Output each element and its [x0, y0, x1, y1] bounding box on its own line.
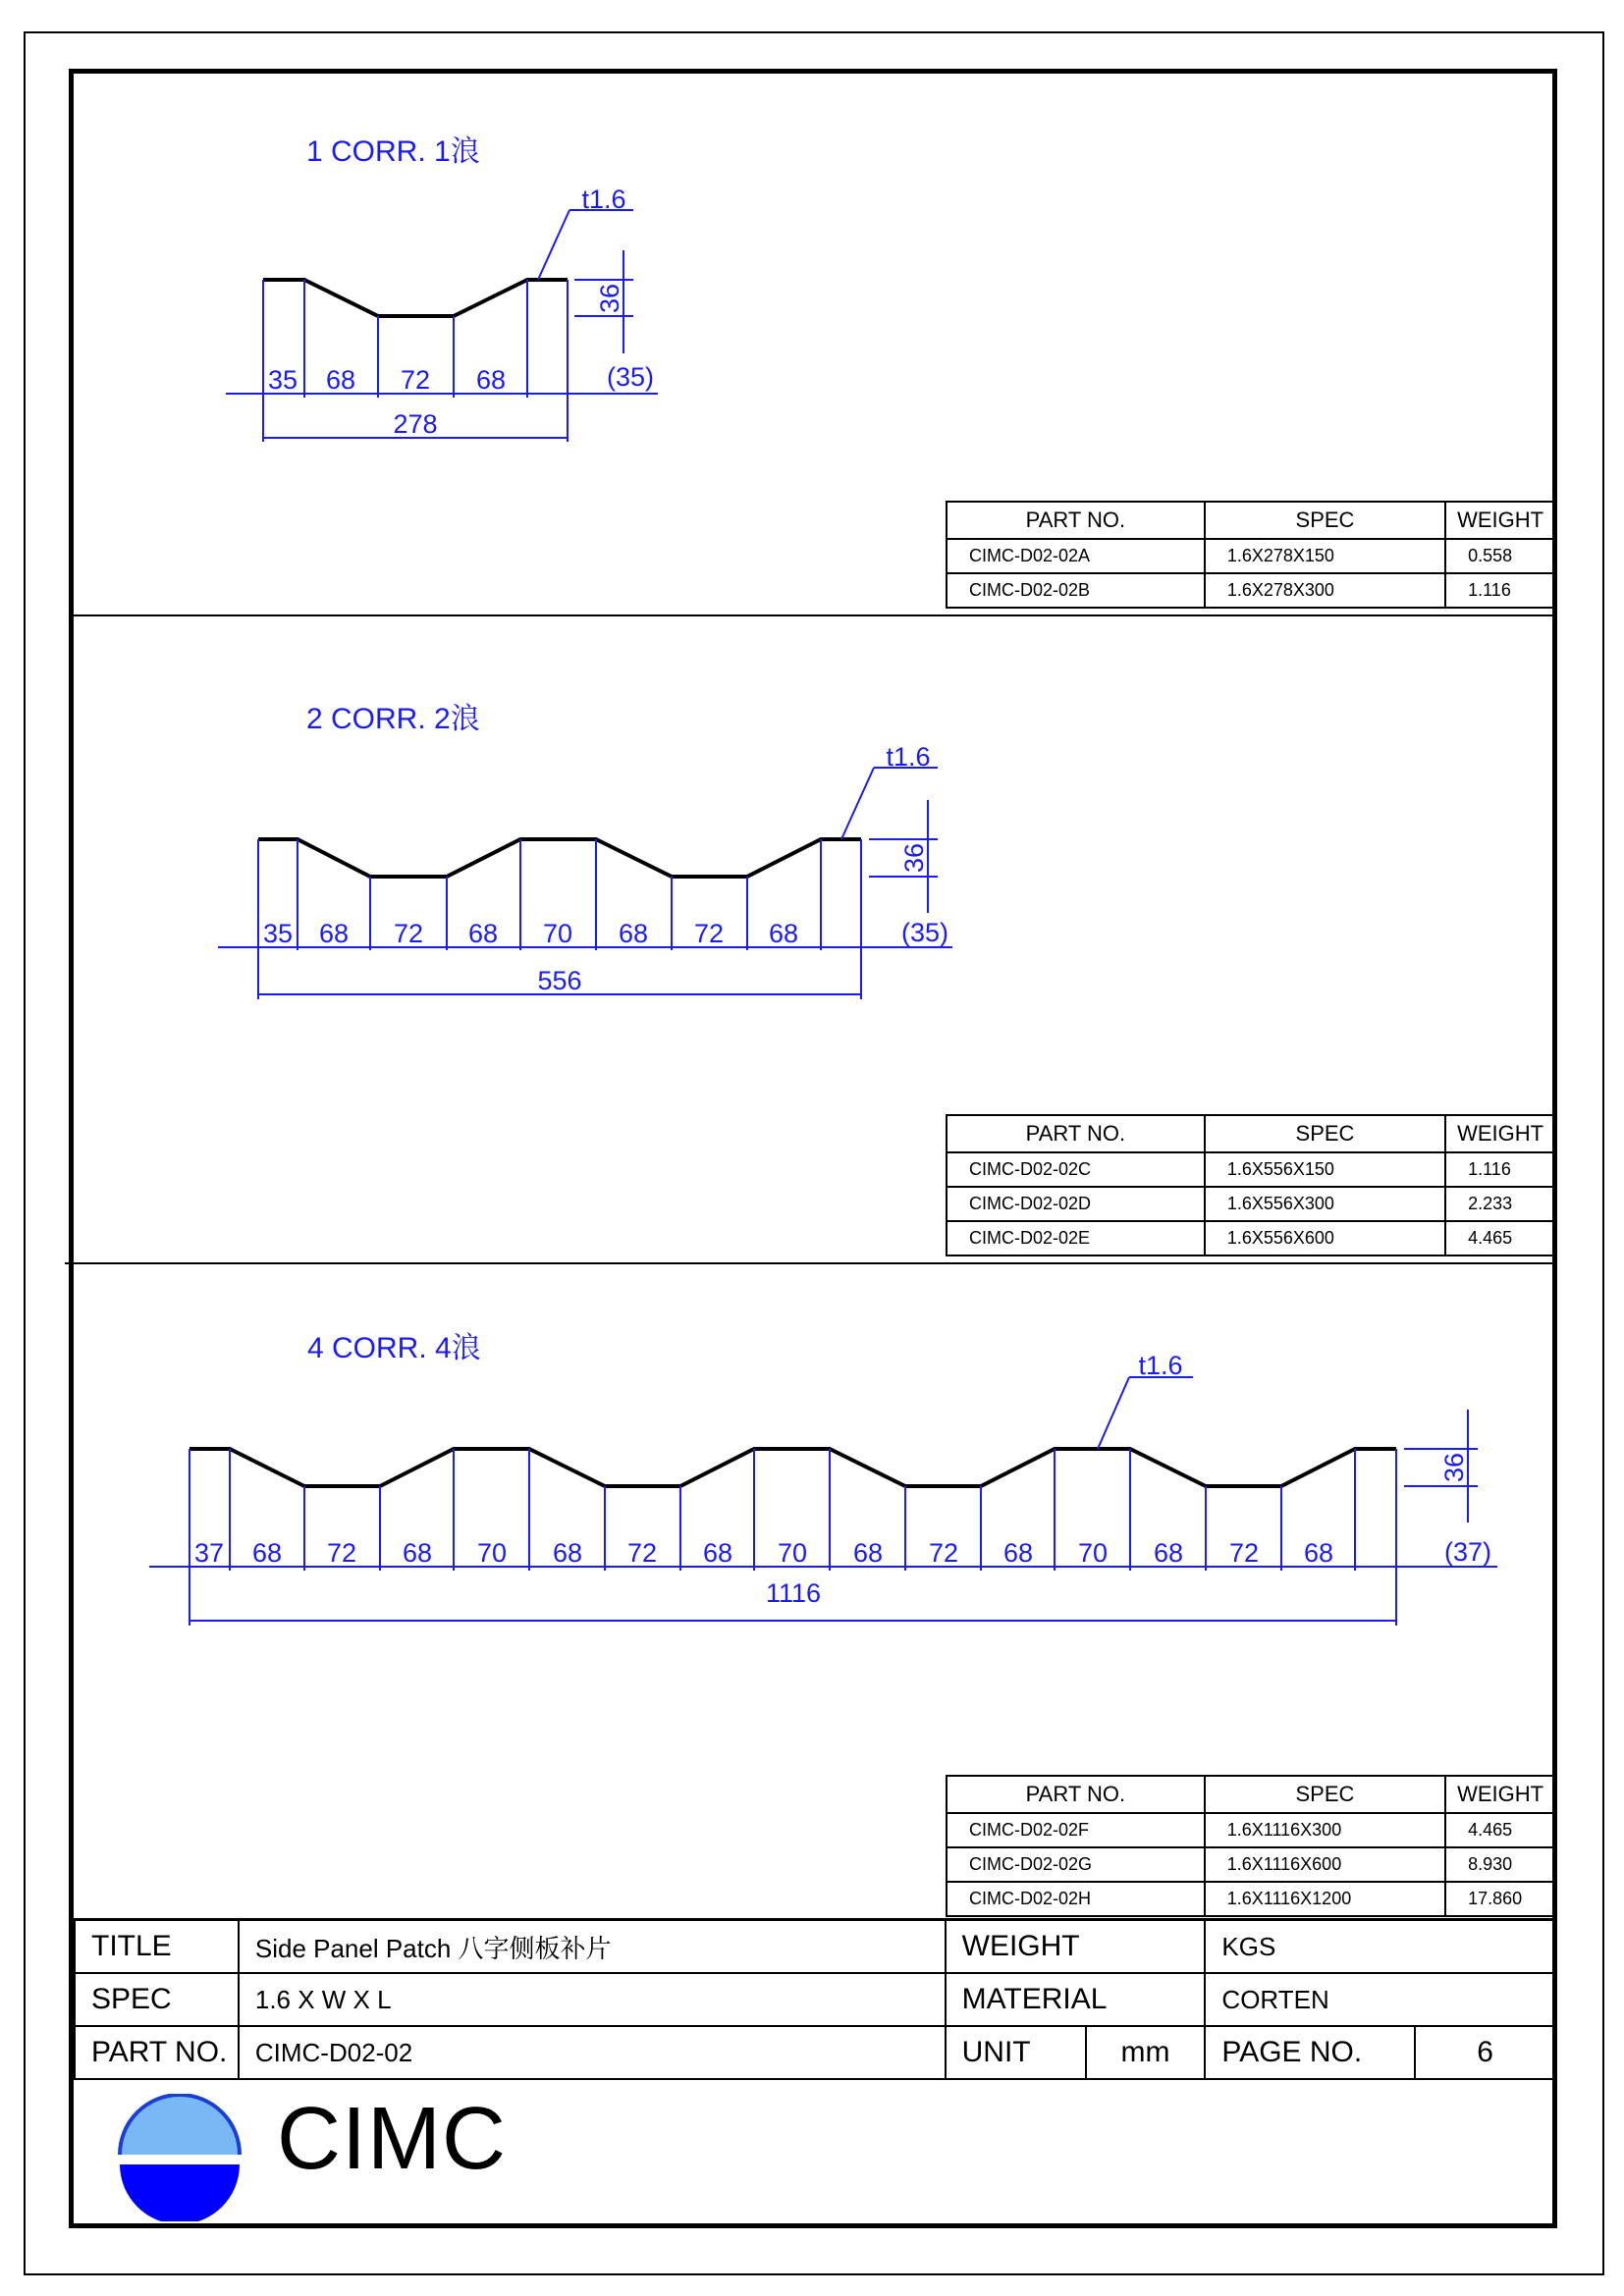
total-dimension-label: 278 [393, 409, 438, 439]
unit-label: UNIT [946, 2026, 1086, 2079]
column-header: WEIGHT [1445, 1115, 1555, 1152]
table-row: CIMC-D02-02H 1.6X1116X1200 17.860 [947, 1882, 1555, 1916]
column-header: WEIGHT [1445, 502, 1555, 539]
spec-value: 1.6 X W X L [239, 1973, 946, 2026]
dimension-label: 68 [1002, 1538, 1034, 1568]
corrugation-profile [189, 1449, 1396, 1486]
table-row: CIMC-D02-02B 1.6X278X300 1.116 [947, 573, 1555, 608]
height-dimension-label: 36 [595, 283, 624, 314]
partno-value: CIMC-D02-02 [239, 2026, 946, 2079]
section-3-drawing [149, 1332, 1497, 1626]
part-table-2 [946, 1114, 1556, 1256]
column-header: PART NO. [947, 1776, 1205, 1813]
column-header: SPEC [1205, 502, 1445, 539]
column-header: SPEC [1205, 1115, 1445, 1152]
height-dimension-label: 36 [899, 842, 929, 874]
table-row: CIMC-D02-02C 1.6X556X150 1.116 [947, 1152, 1555, 1187]
dimension-label: 68 [475, 365, 507, 395]
dimension-label: 72 [1228, 1538, 1260, 1568]
table-row: CIMC-D02-02D 1.6X556X300 2.233 [947, 1187, 1555, 1221]
column-header: WEIGHT [1445, 1776, 1555, 1813]
part-table-3 [946, 1775, 1556, 1917]
dimension-label: 68 [402, 1538, 433, 1568]
end-dimension-label: (35) [900, 918, 949, 947]
dimension-label: 35 [267, 365, 298, 395]
total-dimension-label: 556 [537, 966, 582, 995]
thickness-label: t1.6 [1138, 1351, 1183, 1380]
dimension-label: 68 [702, 1538, 733, 1568]
dimension-label: 70 [1077, 1538, 1109, 1568]
table-row: CIMC-D02-02G 1.6X1116X600 8.930 [947, 1847, 1555, 1882]
height-dimension-label: 36 [1439, 1452, 1469, 1483]
spec-label: SPEC [75, 1973, 239, 2026]
dimension-label: 68 [852, 1538, 884, 1568]
table-row: CIMC-D02-02A 1.6X278X150 0.558 [947, 539, 1555, 573]
title-label: TITLE [75, 1920, 239, 1973]
table-row: CIMC-D02-02E 1.6X556X600 4.465 [947, 1221, 1555, 1255]
total-dimension-label: 1116 [765, 1578, 822, 1608]
end-dimension-label: (35) [606, 362, 655, 392]
material-label: MATERIAL [946, 1973, 1206, 2026]
weight-value: KGS [1205, 1920, 1555, 1973]
dimension-label: 35 [262, 919, 294, 948]
table-row: CIMC-D02-02F 1.6X1116X300 4.465 [947, 1813, 1555, 1847]
thickness-label: t1.6 [886, 742, 931, 772]
dimension-label: 70 [542, 919, 573, 948]
part-table-1 [946, 501, 1556, 609]
column-header: SPEC [1205, 1776, 1445, 1813]
partno-label: PART NO. [75, 2026, 239, 2079]
corrugation-profile [258, 839, 861, 877]
end-dimension-label: (37) [1443, 1537, 1492, 1567]
thickness-label: t1.6 [581, 185, 626, 214]
dimension-label: 70 [777, 1538, 808, 1568]
section-heading: 4 CORR. 4浪 [307, 1332, 481, 1364]
title-block [74, 1919, 1556, 2080]
section-1-drawing [226, 135, 658, 442]
dimension-label: 68 [318, 919, 350, 948]
unit-value: mm [1086, 2026, 1206, 2079]
dimension-label: 72 [626, 1538, 658, 1568]
company-logo-text: CIMC [277, 2090, 507, 2188]
page-number: 6 [1415, 2026, 1555, 2079]
corrugation-profile [263, 280, 568, 316]
dimension-label: 68 [1303, 1538, 1334, 1568]
column-header: PART NO. [947, 502, 1205, 539]
material-value: CORTEN [1205, 1973, 1555, 2026]
weight-label: WEIGHT [946, 1920, 1206, 1973]
dimension-label: 68 [325, 365, 356, 395]
dimension-label: 68 [618, 919, 649, 948]
section-2-drawing [218, 703, 952, 999]
dimension-label: 72 [693, 919, 725, 948]
dimension-label: 72 [928, 1538, 959, 1568]
title-value: Side Panel Patch 八字侧板补片 [239, 1920, 946, 1973]
dimension-label: 68 [552, 1538, 583, 1568]
column-header: PART NO. [947, 1115, 1205, 1152]
dimension-label: 68 [768, 919, 799, 948]
dimension-label: 72 [326, 1538, 357, 1568]
page-label: PAGE NO. [1205, 2026, 1415, 2079]
dimension-label: 70 [476, 1538, 508, 1568]
dimension-label: 37 [193, 1538, 225, 1568]
dimension-label: 68 [251, 1538, 283, 1568]
dimension-label: 72 [393, 919, 424, 948]
dimension-label: 72 [400, 365, 431, 395]
section-heading: 1 CORR. 1浪 [306, 135, 480, 168]
cimc-globe-icon [116, 2094, 244, 2221]
dimension-label: 68 [467, 919, 499, 948]
dimension-label: 68 [1153, 1538, 1184, 1568]
section-heading: 2 CORR. 2浪 [306, 703, 480, 735]
